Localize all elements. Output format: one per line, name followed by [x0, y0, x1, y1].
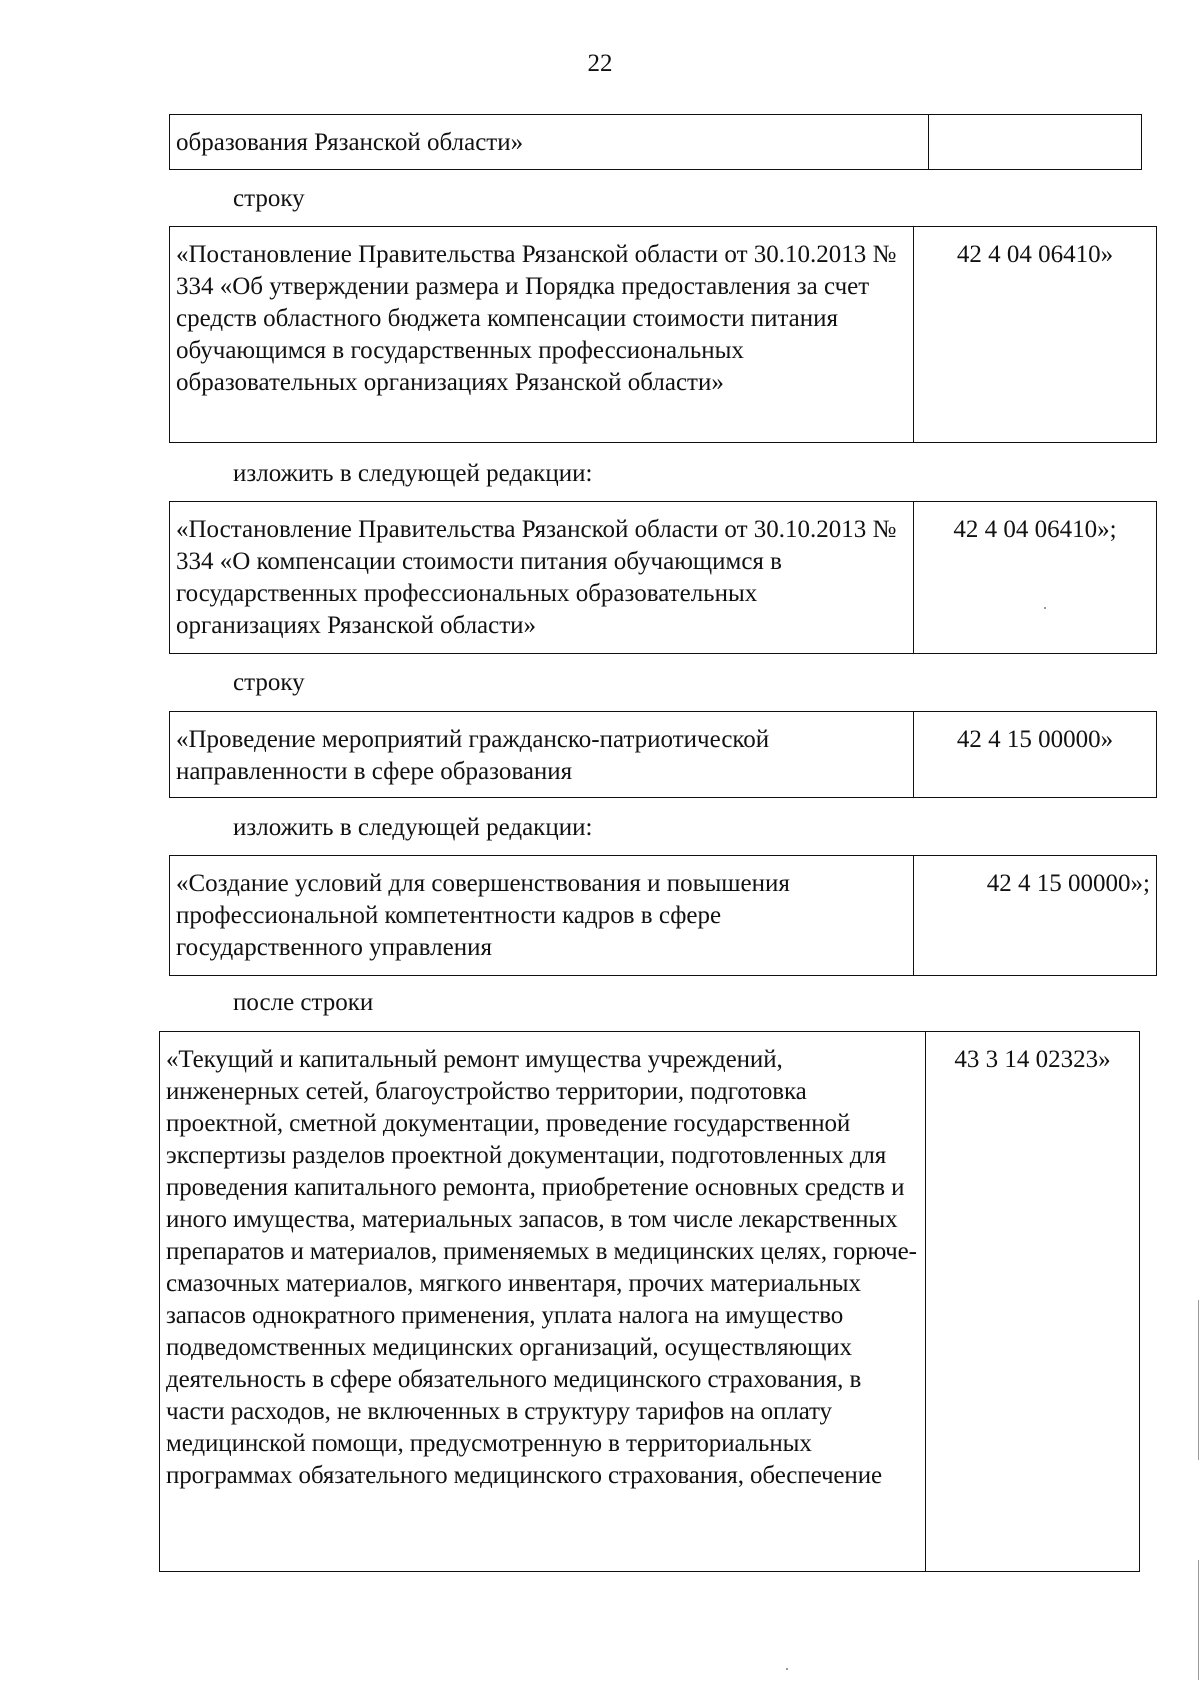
row-text: «Проведение мероприятий гражданско-патриотической направленности в сфере образования	[170, 712, 914, 798]
row-text: «Создание условий для совершенствования и повышения профессиональной компетентности кадров в сфере государственного управления	[170, 856, 914, 976]
row-code: 43 3 14 02323»	[926, 1032, 1140, 1572]
scan-edge-mark	[1198, 1300, 1199, 1460]
row-text: образования Рязанской области»	[170, 115, 929, 170]
row-code: 42 4 04 06410»;	[914, 502, 1157, 654]
instruction-text: изложить в следующей редакции:	[233, 460, 593, 487]
instruction-text: строку	[233, 185, 305, 212]
instruction-text: изложить в следующей редакции:	[233, 814, 593, 841]
row-text: «Текущий и капитальный ремонт имущества учреждений, инженерных сетей, благоустройство территории, подготовка проектной, сметной документации, проведение государственной экспертизы разделов проектной документации, подготовленных для проведения капитального ремонта, приобретение основных средств и иного имущества, материальных запасов, в том числе лекарственных препаратов и материалов, применяемых в медицинских целях, горюче-смазочных материалов, мягкого инвентаря, прочих материальных запасов однократного применения, уплата налога на имущество подведомственных медицинских организаций, осуществляющих деятельность в сфере обязательного медицинского страхования, в части расходов, не включенных в структуру тарифов на оплату медицинской помощи, предусмотренную в территориальных программах обязательного медицинского страхования, обеспечение	[160, 1032, 926, 1572]
row-text: «Постановление Правительства Рязанской области от 30.10.2013 № 334 «Об утверждении размера и Порядка предоставления за счет средств областного бюджета компенсации стоимости питания обучающимся в государственных профессиональных образовательных организациях Рязанской области»	[170, 227, 914, 443]
row-code: 42 4 04 06410»	[914, 227, 1157, 443]
instruction-text: после строки	[233, 989, 374, 1016]
table-row	[159, 1031, 1140, 1572]
row-code	[929, 115, 1142, 170]
table-row	[169, 711, 1157, 798]
row-code: 42 4 15 00000»	[914, 712, 1157, 798]
table-row	[169, 226, 1157, 443]
instruction-text: строку	[233, 669, 305, 696]
scan-speck	[786, 1668, 788, 1670]
table-row	[169, 114, 1142, 170]
table-row	[169, 501, 1157, 654]
page-number: 22	[587, 50, 613, 77]
scan-speck	[1044, 607, 1046, 609]
scan-edge-mark	[1198, 1560, 1199, 1680]
table-row	[169, 855, 1157, 976]
row-code: 42 4 15 00000»;	[914, 856, 1157, 976]
row-text: «Постановление Правительства Рязанской области от 30.10.2013 № 334 «О компенсации стоимости питания обучающимся в государственных профессиональных образовательных организациях Рязанской области»	[170, 502, 914, 654]
